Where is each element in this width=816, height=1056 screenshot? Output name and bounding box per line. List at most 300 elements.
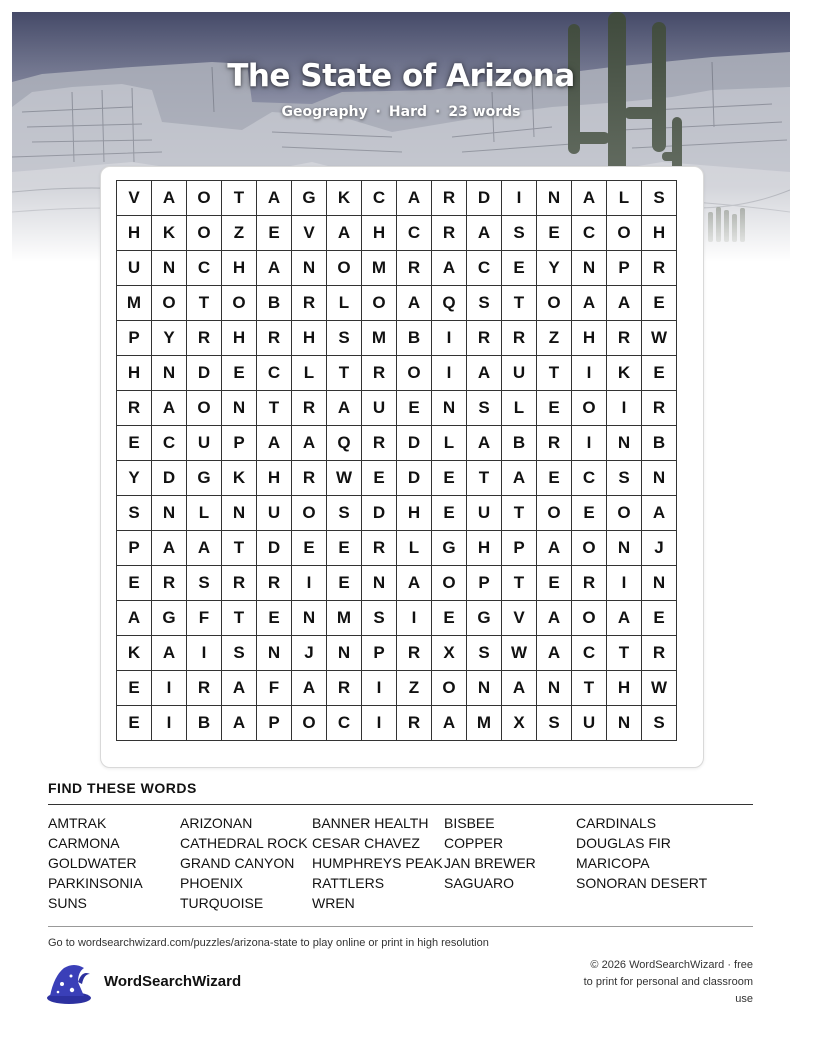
grid-cell[interactable]: T	[502, 566, 537, 601]
grid-cell[interactable]: E	[537, 391, 572, 426]
grid-cell[interactable]: T	[502, 496, 537, 531]
grid-cell[interactable]: E	[117, 706, 152, 741]
grid-cell[interactable]: I	[502, 181, 537, 216]
grid-cell[interactable]: E	[572, 496, 607, 531]
grid-cell[interactable]: A	[642, 496, 677, 531]
grid-cell[interactable]: R	[222, 566, 257, 601]
grid-cell[interactable]: D	[397, 426, 432, 461]
grid-row	[117, 531, 677, 566]
grid-row	[117, 286, 677, 321]
grid-cell[interactable]: R	[642, 251, 677, 286]
grid-cell[interactable]: P	[222, 426, 257, 461]
grid-cell[interactable]: A	[292, 671, 327, 706]
grid-cell[interactable]: K	[152, 216, 187, 251]
grid-cell[interactable]: S	[187, 566, 222, 601]
grid-cell[interactable]: E	[257, 601, 292, 636]
grid-cell[interactable]: O	[397, 356, 432, 391]
grid-cell[interactable]: H	[572, 321, 607, 356]
grid-cell[interactable]: I	[397, 601, 432, 636]
grid-cell[interactable]: R	[397, 251, 432, 286]
grid-cell[interactable]: A	[257, 181, 292, 216]
grid-cell[interactable]: I	[607, 391, 642, 426]
grid-cell[interactable]: Y	[152, 321, 187, 356]
grid-cell[interactable]: R	[502, 321, 537, 356]
grid-row	[117, 426, 677, 461]
grid-cell[interactable]: N	[642, 461, 677, 496]
grid-cell[interactable]: D	[397, 461, 432, 496]
grid-cell[interactable]: A	[222, 671, 257, 706]
grid-cell[interactable]: R	[292, 461, 327, 496]
grid-cell[interactable]: N	[467, 671, 502, 706]
grid-cell[interactable]: N	[257, 636, 292, 671]
grid-cell[interactable]: R	[642, 391, 677, 426]
grid-cell[interactable]: E	[432, 496, 467, 531]
grid-cell[interactable]: X	[502, 706, 537, 741]
grid-cell[interactable]: R	[572, 566, 607, 601]
grid-cell[interactable]: H	[467, 531, 502, 566]
grid-row	[117, 461, 677, 496]
grid-cell[interactable]: A	[432, 706, 467, 741]
grid-cell[interactable]: G	[432, 531, 467, 566]
grid-cell[interactable]: N	[642, 566, 677, 601]
grid-cell[interactable]: Q	[327, 426, 362, 461]
grid-cell[interactable]: S	[327, 321, 362, 356]
grid-cell[interactable]: R	[362, 531, 397, 566]
grid-cell[interactable]: Q	[432, 286, 467, 321]
grid-cell[interactable]: C	[467, 251, 502, 286]
word-list-item: SUNS	[48, 895, 87, 911]
grid-cell[interactable]: U	[572, 706, 607, 741]
grid-cell[interactable]: R	[292, 391, 327, 426]
grid-cell[interactable]: O	[572, 531, 607, 566]
grid-cell[interactable]: E	[432, 601, 467, 636]
grid-cell[interactable]: N	[572, 251, 607, 286]
grid-cell[interactable]: G	[187, 461, 222, 496]
grid-cell[interactable]: T	[257, 391, 292, 426]
grid-cell[interactable]: H	[362, 216, 397, 251]
grid-cell[interactable]: K	[222, 461, 257, 496]
grid-cell[interactable]: B	[257, 286, 292, 321]
grid-cell[interactable]: O	[607, 496, 642, 531]
grid-cell[interactable]: R	[537, 426, 572, 461]
grid-cell[interactable]: E	[362, 461, 397, 496]
grid-row	[117, 636, 677, 671]
grid-cell[interactable]: Y	[537, 251, 572, 286]
grid-cell[interactable]: A	[467, 426, 502, 461]
grid-cell[interactable]: G	[467, 601, 502, 636]
grid-cell[interactable]: Z	[397, 671, 432, 706]
grid-cell[interactable]: A	[397, 181, 432, 216]
grid-cell[interactable]: O	[537, 496, 572, 531]
grid-cell[interactable]: D	[187, 356, 222, 391]
grid-cell[interactable]: P	[467, 566, 502, 601]
word-list-item: CATHEDRAL ROCK	[180, 835, 308, 851]
grid-cell[interactable]: E	[222, 356, 257, 391]
grid-cell[interactable]: R	[327, 671, 362, 706]
grid-cell[interactable]: A	[502, 461, 537, 496]
grid-cell[interactable]: A	[607, 601, 642, 636]
grid-cell[interactable]: N	[432, 391, 467, 426]
grid-cell[interactable]: E	[117, 671, 152, 706]
grid-cell[interactable]: E	[257, 216, 292, 251]
grid-row	[117, 321, 677, 356]
brand-name: WordSearchWizard	[104, 973, 242, 990]
grid-row	[117, 671, 677, 706]
grid-cell[interactable]: U	[467, 496, 502, 531]
grid-cell[interactable]: U	[502, 356, 537, 391]
grid-cell[interactable]: L	[187, 496, 222, 531]
word-list-item: BANNER HEALTH	[312, 815, 429, 831]
grid-cell[interactable]: R	[362, 426, 397, 461]
grid-cell[interactable]: R	[607, 321, 642, 356]
word-list-item: PHOENIX	[180, 875, 244, 891]
grid-cell[interactable]: W	[502, 636, 537, 671]
grid-cell[interactable]: W	[642, 321, 677, 356]
grid-cell[interactable]: V	[292, 216, 327, 251]
grid-cell[interactable]: S	[502, 216, 537, 251]
grid-cell[interactable]: I	[432, 321, 467, 356]
footer-link-text[interactable]: Go to wordsearchwizard.com/puzzles/arizona-state to play online or print in high resolution	[48, 937, 489, 949]
divider	[48, 804, 753, 805]
grid-cell[interactable]: A	[537, 531, 572, 566]
grid-cell[interactable]: H	[292, 321, 327, 356]
grid-cell[interactable]: U	[187, 426, 222, 461]
grid-cell[interactable]: A	[607, 286, 642, 321]
grid-cell[interactable]: A	[397, 566, 432, 601]
grid-cell[interactable]: H	[222, 321, 257, 356]
grid-cell[interactable]: V	[117, 181, 152, 216]
grid-cell[interactable]: O	[292, 496, 327, 531]
grid-cell[interactable]: I	[572, 356, 607, 391]
grid-cell[interactable]: O	[222, 286, 257, 321]
grid-cell[interactable]: N	[607, 426, 642, 461]
word-list-item: CESAR CHAVEZ	[312, 835, 420, 851]
grid-cell[interactable]: S	[607, 461, 642, 496]
grid-cell[interactable]: C	[187, 251, 222, 286]
grid-cell[interactable]: E	[537, 461, 572, 496]
word-list-item: CARDINALS	[576, 815, 657, 831]
grid-cell[interactable]: A	[467, 356, 502, 391]
grid-cell[interactable]: B	[502, 426, 537, 461]
grid-cell[interactable]: S	[467, 391, 502, 426]
grid-cell[interactable]: T	[572, 671, 607, 706]
grid-cell[interactable]: N	[362, 566, 397, 601]
grid-cell[interactable]: R	[362, 356, 397, 391]
grid-cell[interactable]: O	[187, 391, 222, 426]
grid-cell[interactable]: E	[397, 391, 432, 426]
grid-cell[interactable]: H	[642, 216, 677, 251]
grid-cell[interactable]: E	[117, 566, 152, 601]
grid-cell[interactable]: A	[327, 216, 362, 251]
grid-cell[interactable]: C	[572, 461, 607, 496]
grid-cell[interactable]: C	[397, 216, 432, 251]
grid-cell[interactable]: R	[397, 636, 432, 671]
copyright-text: © 2026 WordSearchWizard · free to print for personal and classroom use	[583, 959, 753, 1005]
grid-cell[interactable]: R	[117, 391, 152, 426]
word-list-item: PARKINSONIA	[48, 875, 143, 891]
grid-cell[interactable]: L	[292, 356, 327, 391]
grid-cell[interactable]: I	[292, 566, 327, 601]
grid-cell[interactable]: W	[642, 671, 677, 706]
grid-cell[interactable]: A	[572, 181, 607, 216]
grid-cell[interactable]: I	[187, 636, 222, 671]
grid-cell[interactable]: C	[327, 706, 362, 741]
grid-cell[interactable]: U	[362, 391, 397, 426]
grid-cell[interactable]: U	[117, 251, 152, 286]
grid-cell[interactable]: E	[642, 601, 677, 636]
grid-cell[interactable]: I	[152, 671, 187, 706]
grid-cell[interactable]: I	[362, 706, 397, 741]
grid-cell[interactable]: I	[607, 566, 642, 601]
grid-cell[interactable]: M	[362, 251, 397, 286]
grid-cell[interactable]: O	[152, 286, 187, 321]
grid-cell[interactable]: D	[257, 531, 292, 566]
grid-cell[interactable]: K	[327, 181, 362, 216]
grid-cell[interactable]: S	[362, 601, 397, 636]
grid-cell[interactable]: O	[572, 391, 607, 426]
grid-cell[interactable]: E	[432, 461, 467, 496]
grid-cell[interactable]: I	[432, 356, 467, 391]
wizard-hat-icon	[44, 962, 94, 1011]
word-list-item: COPPER	[444, 835, 504, 851]
grid-cell[interactable]: N	[222, 496, 257, 531]
grid-cell[interactable]: C	[572, 216, 607, 251]
grid-cell[interactable]: B	[642, 426, 677, 461]
grid-cell[interactable]: O	[362, 286, 397, 321]
grid-cell[interactable]: N	[537, 181, 572, 216]
grid-cell[interactable]: B	[187, 706, 222, 741]
grid-cell[interactable]: P	[117, 531, 152, 566]
word-list-item: GRAND CANYON	[180, 855, 295, 871]
grid-cell[interactable]: S	[117, 496, 152, 531]
grid-cell[interactable]: O	[432, 566, 467, 601]
grid-cell[interactable]: J	[292, 636, 327, 671]
grid-row	[117, 181, 677, 216]
grid-cell[interactable]: Z	[222, 216, 257, 251]
grid-cell[interactable]: L	[502, 391, 537, 426]
grid-cell[interactable]: W	[327, 461, 362, 496]
grid-cell[interactable]: R	[187, 671, 222, 706]
grid-cell[interactable]: O	[292, 706, 327, 741]
grid-cell[interactable]: O	[432, 671, 467, 706]
grid-cell[interactable]: N	[152, 251, 187, 286]
grid-cell[interactable]: E	[502, 251, 537, 286]
grid-cell[interactable]: K	[117, 636, 152, 671]
grid-cell[interactable]: A	[117, 601, 152, 636]
grid-cell[interactable]: E	[642, 356, 677, 391]
word-list-item: CARMONA	[48, 835, 120, 851]
grid-cell[interactable]: O	[607, 216, 642, 251]
word-list-heading: FIND THESE WORDS	[48, 780, 197, 796]
grid-cell[interactable]: O	[187, 216, 222, 251]
grid-cell[interactable]: R	[152, 566, 187, 601]
puzzle-meta	[12, 104, 790, 120]
grid-cell[interactable]: A	[222, 706, 257, 741]
divider	[48, 926, 753, 927]
letter-grid	[116, 180, 677, 741]
grid-cell[interactable]: D	[362, 496, 397, 531]
grid-cell[interactable]: R	[432, 216, 467, 251]
grid-cell[interactable]: O	[187, 181, 222, 216]
grid-cell[interactable]: G	[152, 601, 187, 636]
grid-cell[interactable]: A	[257, 426, 292, 461]
grid-cell[interactable]: F	[257, 671, 292, 706]
grid-cell[interactable]: A	[257, 251, 292, 286]
grid-cell[interactable]: T	[537, 356, 572, 391]
grid-row	[117, 566, 677, 601]
grid-cell[interactable]: H	[257, 461, 292, 496]
grid-cell[interactable]: M	[362, 321, 397, 356]
grid-cell[interactable]: P	[117, 321, 152, 356]
grid-cell[interactable]: N	[222, 391, 257, 426]
grid-cell[interactable]: O	[572, 601, 607, 636]
grid-cell[interactable]: H	[397, 496, 432, 531]
grid-cell[interactable]: T	[222, 531, 257, 566]
grid-cell[interactable]: O	[537, 286, 572, 321]
grid-cell[interactable]: B	[397, 321, 432, 356]
grid-cell[interactable]: Z	[537, 321, 572, 356]
grid-cell[interactable]: P	[607, 251, 642, 286]
grid-cell[interactable]: R	[642, 636, 677, 671]
grid-cell[interactable]: L	[327, 286, 362, 321]
grid-cell[interactable]: A	[187, 531, 222, 566]
grid-cell[interactable]: X	[432, 636, 467, 671]
word-list-item: AMTRAK	[48, 815, 107, 831]
grid-cell[interactable]: G	[292, 181, 327, 216]
grid-cell[interactable]: S	[467, 636, 502, 671]
grid-cell[interactable]: H	[222, 251, 257, 286]
grid-cell[interactable]: L	[607, 181, 642, 216]
word-list-item: GOLDWATER	[48, 855, 137, 871]
grid-cell[interactable]: R	[257, 321, 292, 356]
grid-cell[interactable]: A	[572, 286, 607, 321]
grid-cell[interactable]: J	[642, 531, 677, 566]
grid-cell[interactable]: N	[607, 706, 642, 741]
word-list-item: RATTLERS	[312, 875, 385, 891]
grid-cell[interactable]: I	[572, 426, 607, 461]
grid-cell[interactable]: E	[327, 566, 362, 601]
grid-cell[interactable]: N	[537, 671, 572, 706]
grid-cell[interactable]: I	[362, 671, 397, 706]
grid-cell[interactable]: S	[467, 286, 502, 321]
grid-row	[117, 356, 677, 391]
grid-cell[interactable]: N	[152, 356, 187, 391]
category-label: Geography	[281, 104, 368, 120]
word-count-label: 23 words	[448, 104, 521, 120]
grid-cell[interactable]: R	[467, 321, 502, 356]
grid-cell[interactable]: U	[257, 496, 292, 531]
word-list-item: JAN BREWER	[444, 855, 536, 871]
grid-cell[interactable]: N	[327, 636, 362, 671]
grid-cell[interactable]: L	[432, 426, 467, 461]
grid-cell[interactable]: A	[152, 531, 187, 566]
grid-cell[interactable]: P	[502, 531, 537, 566]
grid-cell[interactable]: T	[222, 601, 257, 636]
grid-cell[interactable]: T	[607, 636, 642, 671]
grid-cell[interactable]: A	[327, 391, 362, 426]
grid-cell[interactable]: N	[292, 251, 327, 286]
grid-cell[interactable]: D	[152, 461, 187, 496]
grid-cell[interactable]: E	[117, 426, 152, 461]
word-list-item: TURQUOISE	[180, 895, 264, 911]
grid-cell[interactable]: A	[292, 426, 327, 461]
grid-cell[interactable]: E	[327, 531, 362, 566]
grid-row	[117, 706, 677, 741]
grid-cell[interactable]: S	[642, 706, 677, 741]
word-list-item: SAGUARO	[444, 875, 515, 891]
grid-cell[interactable]: F	[187, 601, 222, 636]
word-list-item: HUMPHREYS PEAK	[312, 855, 443, 871]
grid-cell[interactable]: R	[187, 321, 222, 356]
grid-cell[interactable]: A	[152, 391, 187, 426]
grid-row	[117, 496, 677, 531]
grid-cell[interactable]: P	[257, 706, 292, 741]
grid-cell[interactable]: T	[327, 356, 362, 391]
grid-cell[interactable]: N	[292, 601, 327, 636]
word-list-item: ARIZONAN	[180, 815, 253, 831]
grid-cell[interactable]: N	[152, 496, 187, 531]
grid-cell[interactable]: C	[152, 426, 187, 461]
grid-cell[interactable]: H	[117, 356, 152, 391]
grid-cell[interactable]: A	[397, 286, 432, 321]
grid-cell[interactable]: S	[222, 636, 257, 671]
grid-cell[interactable]: H	[607, 671, 642, 706]
grid-cell[interactable]: T	[467, 461, 502, 496]
grid-cell[interactable]: E	[537, 566, 572, 601]
puzzle-grid-card	[100, 166, 704, 768]
grid-cell[interactable]: Y	[117, 461, 152, 496]
grid-cell[interactable]: I	[152, 706, 187, 741]
grid-cell[interactable]: C	[572, 636, 607, 671]
grid-cell[interactable]: E	[537, 216, 572, 251]
grid-cell[interactable]: S	[537, 706, 572, 741]
grid-cell[interactable]: A	[537, 636, 572, 671]
grid-cell[interactable]: S	[642, 181, 677, 216]
grid-cell[interactable]: L	[397, 531, 432, 566]
grid-cell[interactable]: A	[502, 671, 537, 706]
grid-cell[interactable]: N	[607, 531, 642, 566]
grid-cell[interactable]: A	[467, 216, 502, 251]
grid-cell[interactable]: R	[257, 566, 292, 601]
grid-cell[interactable]: C	[257, 356, 292, 391]
grid-cell[interactable]: A	[152, 181, 187, 216]
grid-cell[interactable]: H	[117, 216, 152, 251]
grid-cell[interactable]: M	[327, 601, 362, 636]
grid-cell[interactable]: A	[152, 636, 187, 671]
grid-cell[interactable]: A	[432, 251, 467, 286]
grid-cell[interactable]: E	[642, 286, 677, 321]
grid-cell[interactable]: D	[467, 181, 502, 216]
grid-cell[interactable]: M	[467, 706, 502, 741]
word-list	[48, 813, 753, 913]
grid-cell[interactable]: K	[607, 356, 642, 391]
grid-cell[interactable]: R	[292, 286, 327, 321]
grid-cell[interactable]: T	[222, 181, 257, 216]
grid-cell[interactable]: T	[502, 286, 537, 321]
grid-cell[interactable]: O	[327, 251, 362, 286]
grid-cell[interactable]: C	[362, 181, 397, 216]
grid-cell[interactable]: E	[292, 531, 327, 566]
grid-cell[interactable]: V	[502, 601, 537, 636]
grid-cell[interactable]: A	[537, 601, 572, 636]
grid-cell[interactable]: M	[117, 286, 152, 321]
meta-separator: ·	[375, 104, 381, 120]
grid-cell[interactable]: P	[362, 636, 397, 671]
grid-cell[interactable]: R	[397, 706, 432, 741]
grid-cell[interactable]: R	[432, 181, 467, 216]
grid-cell[interactable]: S	[327, 496, 362, 531]
grid-cell[interactable]: T	[187, 286, 222, 321]
